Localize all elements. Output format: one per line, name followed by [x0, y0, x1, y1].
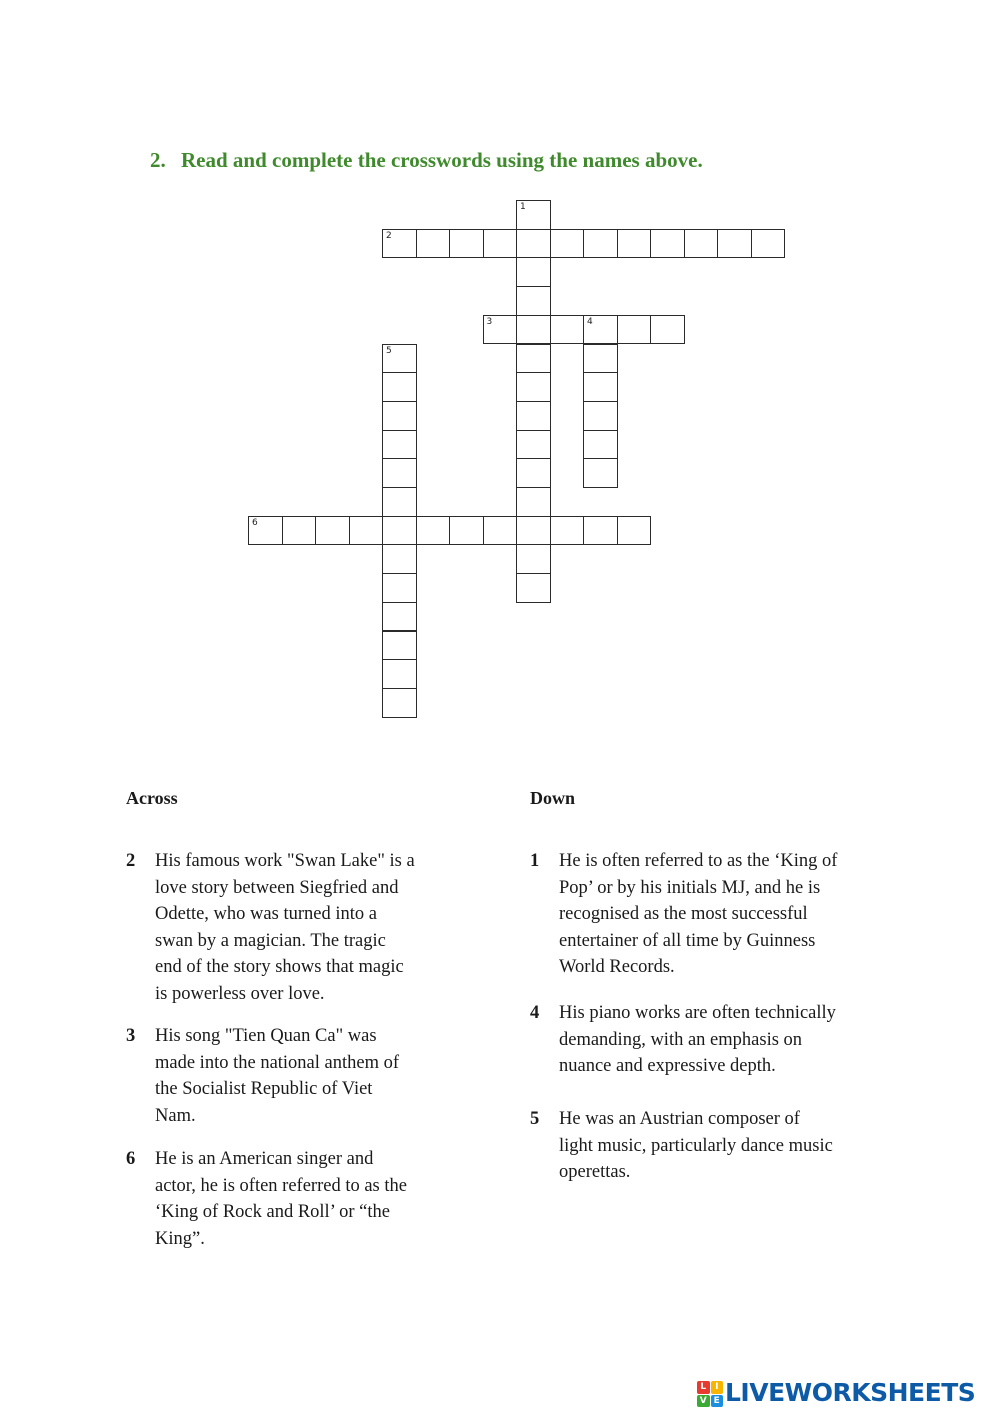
crossword-cell[interactable] [382, 602, 417, 632]
logo-text: LIVEWORKSHEETS [725, 1378, 976, 1407]
clue-number-label: 2 [386, 230, 392, 241]
clue-number-label: 3 [486, 316, 493, 327]
crossword-cell[interactable] [583, 430, 618, 460]
crossword-cell[interactable] [516, 458, 551, 488]
crossword-cell[interactable] [382, 487, 417, 517]
crossword-cell[interactable] [382, 229, 417, 259]
crossword-cell[interactable] [483, 315, 518, 345]
clue-number: 3 [126, 1026, 136, 1046]
clue-number-label: 4 [587, 316, 593, 327]
clue-number-label: 5 [386, 345, 392, 356]
crossword-cell[interactable] [382, 631, 417, 661]
crossword-cell[interactable] [583, 372, 618, 402]
crossword-cell[interactable] [583, 315, 618, 345]
clue-text: His piano works are often technically demanding, with an emphasis on nuance and expressive depth. [559, 1003, 836, 1077]
crossword-cell[interactable] [516, 229, 551, 259]
crossword-cell[interactable] [684, 229, 719, 259]
crossword-cell[interactable] [650, 315, 685, 345]
crossword-cell[interactable] [382, 573, 417, 603]
crossword-cell[interactable] [449, 516, 484, 546]
crossword-cell[interactable] [751, 229, 786, 259]
clue-text: He was an Austrian composer of light music, particularly dance music operettas. [559, 1109, 833, 1183]
crossword-cell[interactable] [516, 257, 551, 287]
clue-text: He is often referred to as the ‘King of Pop’ or by his initials MJ, and he is recognised as the most successful entertainer of all time by Guinness World Records. [559, 851, 838, 978]
clue-text: His famous work "Swan Lake" is a love story between Siegfried and Odette, who was turned into a swan by a magician. The tragic end of the story shows that magic is powerless over love. [155, 851, 415, 1004]
crossword-cell[interactable] [583, 516, 618, 546]
crossword-cell[interactable] [516, 200, 551, 230]
clue-text: His song "Tien Quan Ca" was made into the national anthem of the Socialist Republic of Viet Nam. [155, 1026, 400, 1126]
crossword-cell[interactable] [516, 372, 551, 402]
crossword-cell[interactable] [516, 315, 551, 345]
crossword-cell[interactable] [382, 659, 417, 689]
crossword-cell[interactable] [416, 516, 451, 546]
crossword-cell[interactable] [717, 229, 752, 259]
crossword-cell[interactable] [617, 229, 652, 259]
crossword-cell[interactable] [583, 401, 618, 431]
clue-number: 4 [530, 1003, 540, 1023]
crossword-cell[interactable] [650, 229, 685, 259]
crossword-cell[interactable] [483, 516, 518, 546]
crossword-cell[interactable] [617, 516, 652, 546]
logo-mark-icon: L I V E [697, 1381, 723, 1407]
liveworksheets-logo [697, 1378, 993, 1408]
instruction-text: Read and complete the crosswords using the names above. [181, 148, 703, 172]
clue-number: 1 [530, 851, 540, 871]
crossword-cell[interactable] [516, 344, 551, 374]
across-clue-3 [126, 1023, 446, 1131]
clue-number: 5 [530, 1109, 540, 1129]
crossword-cell[interactable] [583, 229, 618, 259]
crossword-cell[interactable] [516, 430, 551, 460]
crossword-cell[interactable] [382, 430, 417, 460]
crossword-cell[interactable] [382, 372, 417, 402]
crossword-cell[interactable] [315, 516, 350, 546]
clue-text: He is an American singer and actor, he is often referred to as the ‘King of Rock and Roll’ or “the King”. [155, 1149, 407, 1249]
crossword-cell[interactable] [516, 286, 551, 316]
clue-number: 2 [126, 851, 136, 871]
crossword-cell[interactable] [550, 516, 585, 546]
crossword-cell[interactable] [248, 516, 283, 546]
clue-number-label: 1 [520, 202, 526, 212]
crossword-cell[interactable] [617, 315, 652, 345]
crossword-cell[interactable] [382, 458, 417, 488]
crossword-cell[interactable] [550, 315, 585, 345]
crossword-cell[interactable] [516, 487, 551, 517]
crossword-cell[interactable] [382, 344, 417, 374]
crossword-cell[interactable] [349, 516, 384, 546]
instruction-number: 2. [150, 148, 166, 172]
crossword-cell[interactable] [583, 458, 618, 488]
crossword-cell[interactable] [382, 401, 417, 431]
clue-number-label: 6 [252, 517, 258, 528]
crossword-cell[interactable] [516, 573, 551, 603]
crossword-cell[interactable] [483, 229, 518, 259]
crossword-cell[interactable] [382, 688, 417, 718]
crossword-cell[interactable] [449, 229, 484, 259]
down-clue-1 [530, 848, 870, 983]
crossword-cell[interactable] [516, 544, 551, 574]
down-title: Down [530, 788, 576, 808]
across-clue-2 [126, 848, 446, 1008]
crossword-cell[interactable] [516, 401, 551, 431]
down-clue-5 [530, 1106, 870, 1188]
clue-number: 6 [126, 1149, 136, 1169]
down-clue-4 [530, 1000, 870, 1082]
crossword-cell[interactable] [583, 344, 618, 374]
crossword-cell[interactable] [516, 516, 551, 546]
crossword-cell[interactable] [382, 516, 417, 546]
across-title: Across [126, 788, 178, 808]
crossword-cell[interactable] [550, 229, 585, 259]
crossword-cell[interactable] [416, 229, 451, 259]
across-clue-6 [126, 1146, 446, 1254]
crossword-cell[interactable] [282, 516, 317, 546]
crossword-cell[interactable] [382, 544, 417, 574]
